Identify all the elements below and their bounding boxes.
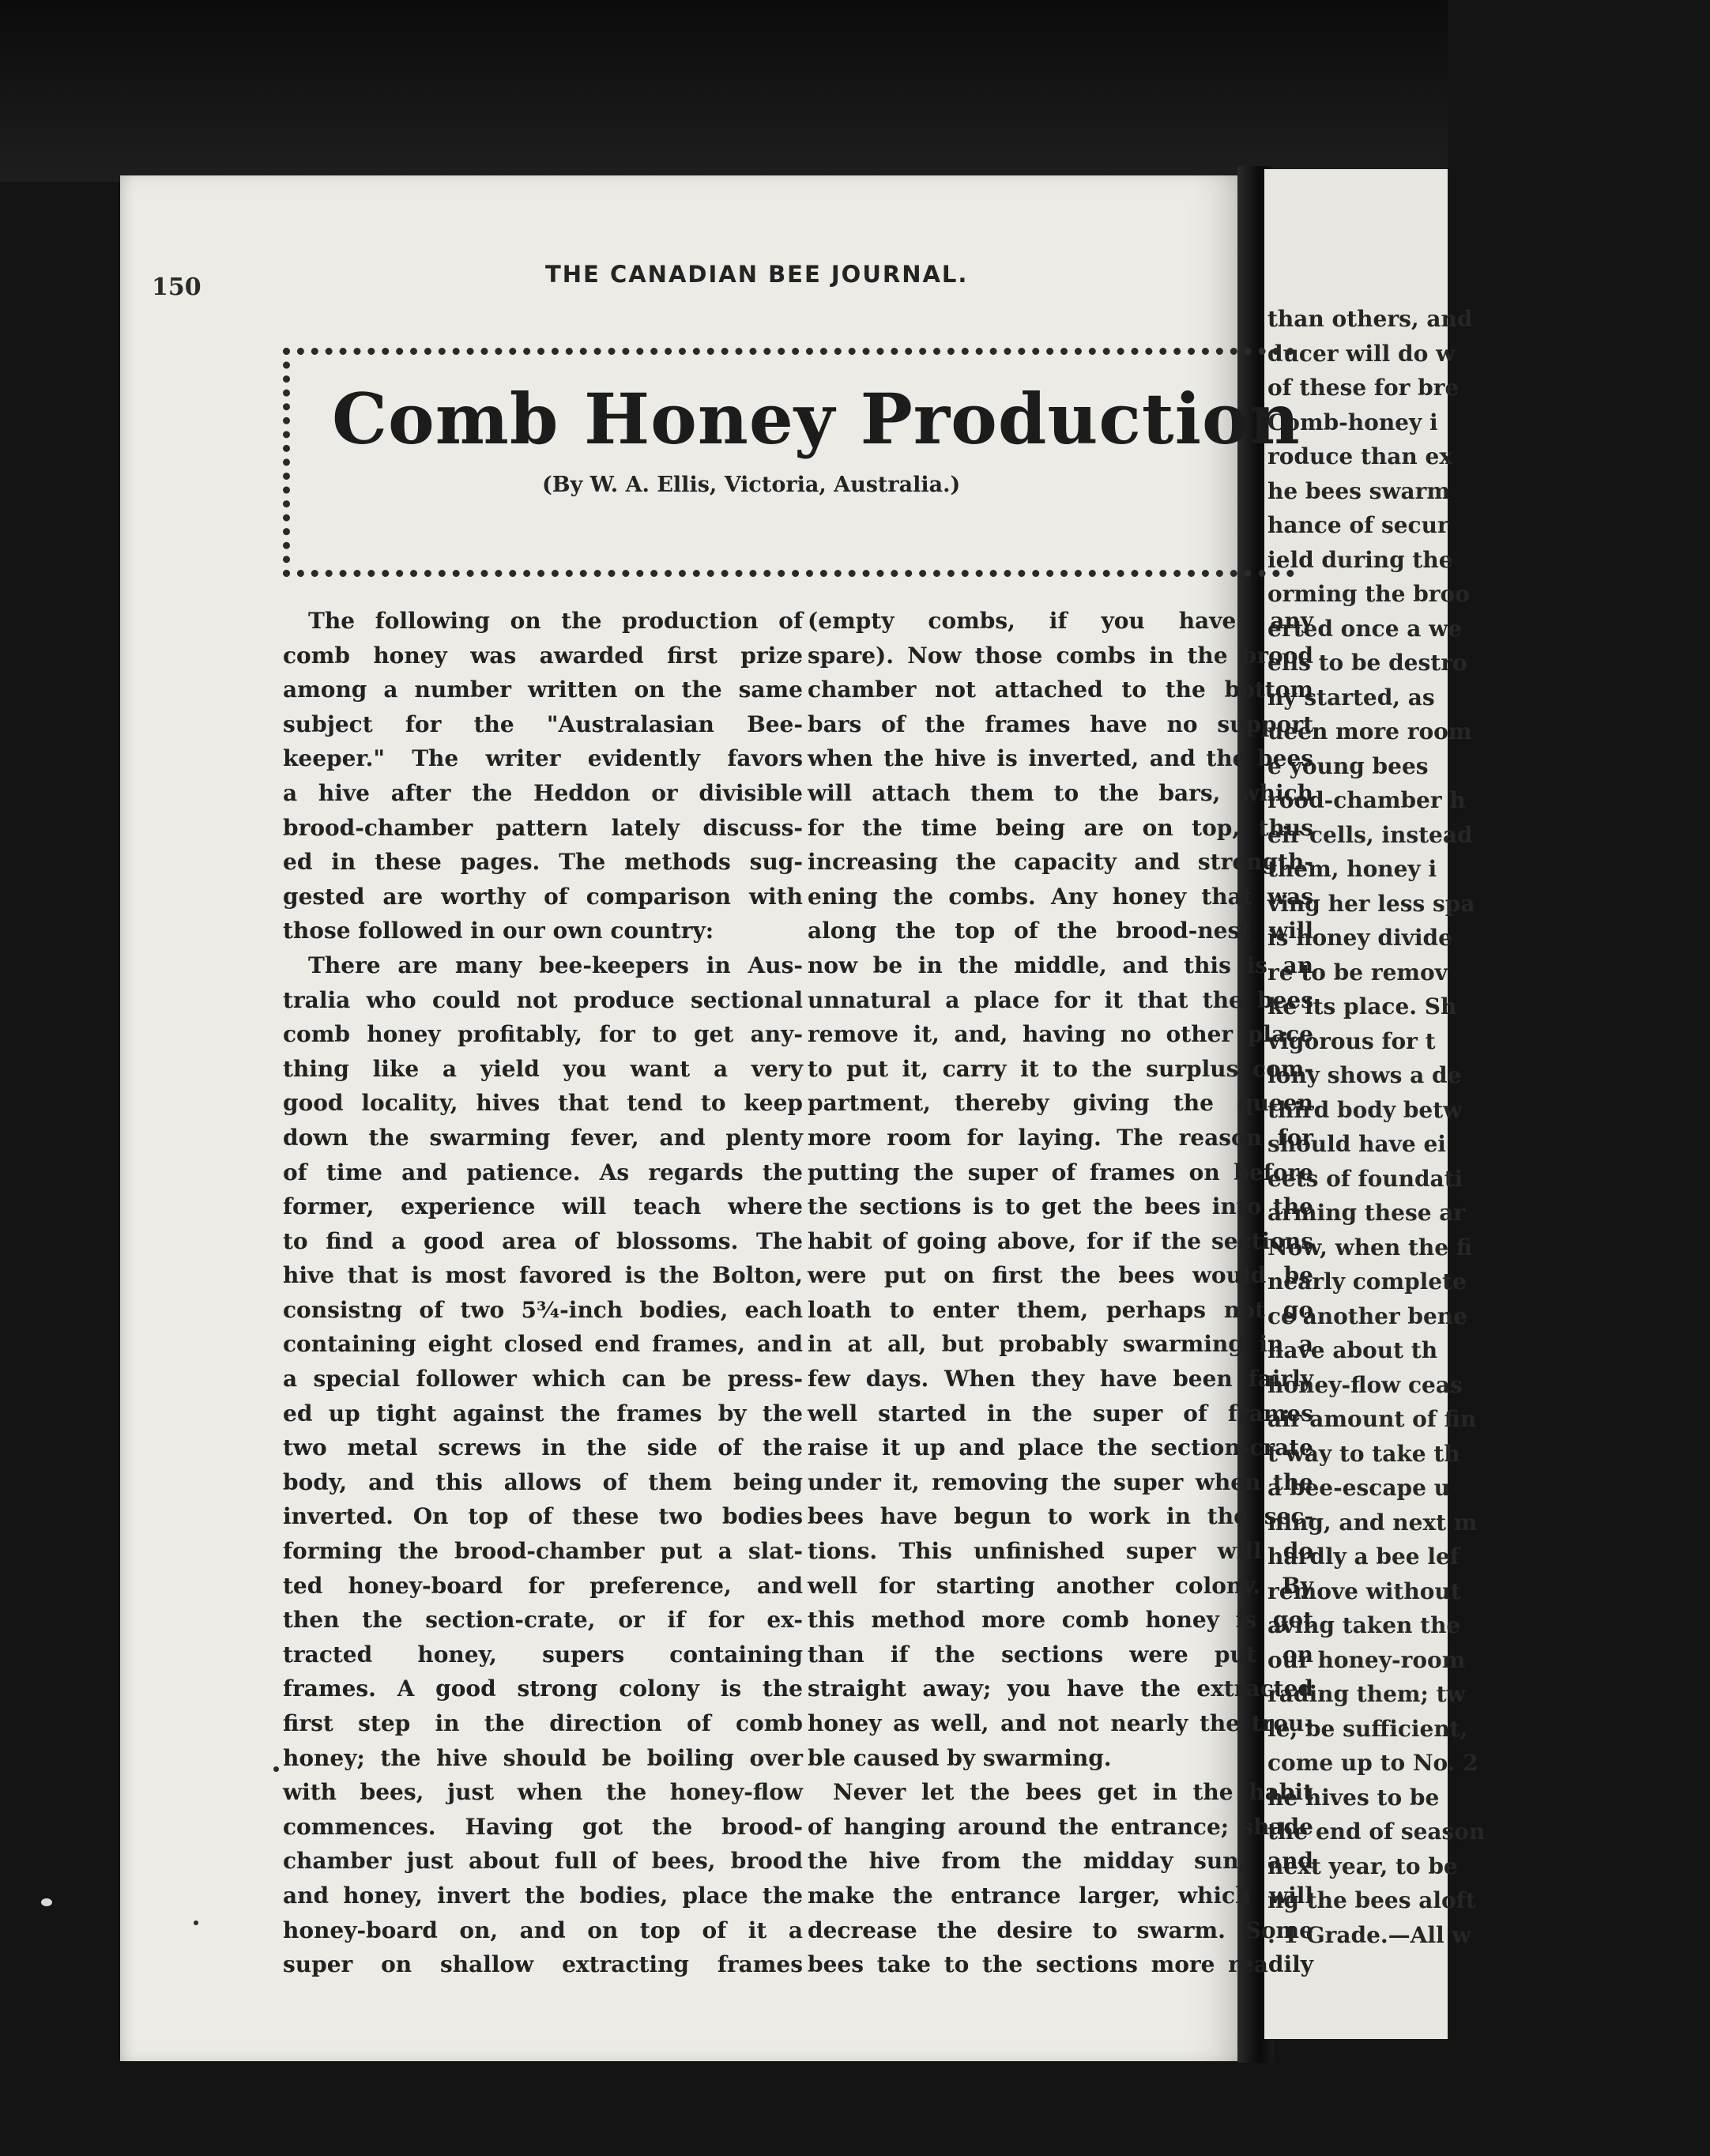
text-line: and honey, invert the bodies, place the xyxy=(283,1882,803,1909)
text-line: forming the brood-chamber put a slat- xyxy=(283,1538,803,1565)
facing-text-line: our honey-room xyxy=(1267,1646,1466,1673)
text-line: frames. A good strong colony is the xyxy=(283,1675,803,1702)
text-line: decrease the desire to swarm. Some xyxy=(808,1917,1313,1943)
right-text-column xyxy=(808,604,1313,1982)
left-text-column xyxy=(283,604,803,1982)
text-line: of time and patience. As regards the xyxy=(283,1159,803,1185)
facing-text-line: ield during the xyxy=(1267,546,1453,573)
text-line: inverted. On top of these two bodies xyxy=(283,1503,803,1530)
text-line: honey; the hive should be boiling over xyxy=(283,1744,803,1771)
text-line: hive that is most favored is the Bolton, xyxy=(283,1262,803,1289)
text-line: down the swarming fever, and plenty xyxy=(283,1124,803,1151)
text-line: keeper." The writer evidently favors xyxy=(283,745,803,772)
text-line: ening the combs. Any honey that was xyxy=(808,883,1313,910)
text-line: along the top of the brood-nest will xyxy=(808,918,1313,944)
text-line: will attach them to the bars, which xyxy=(808,779,1313,806)
facing-text-line: t way to take th xyxy=(1267,1440,1460,1467)
facing-page-text xyxy=(1264,302,1710,1952)
facing-text-line: eets of foundati xyxy=(1267,1165,1463,1192)
text-line: tracted honey, supers containing xyxy=(283,1641,803,1668)
text-line: under it, removing the super when the xyxy=(808,1468,1313,1495)
facing-text-line: Now, when the fi xyxy=(1267,1234,1473,1261)
text-line: comb honey profitably, for to get any- xyxy=(283,1021,803,1048)
facing-text-line: is honey divide xyxy=(1267,925,1452,951)
text-line: thing like a yield you want a very xyxy=(283,1055,803,1082)
text-line: a hive after the Heddon or divisible xyxy=(283,779,803,806)
text-line: well started in the super of frames xyxy=(808,1400,1313,1427)
article-title: Comb Honey Production xyxy=(332,378,1301,460)
text-line: than if the sections were put on xyxy=(808,1641,1313,1668)
text-line: two metal screws in the side of the xyxy=(283,1434,803,1461)
text-line: the hive from the midday sun, and xyxy=(808,1848,1313,1875)
facing-text-line: nearly complete xyxy=(1267,1268,1467,1295)
facing-text-line: come up to No. 2 xyxy=(1267,1750,1478,1776)
facing-text-line: eir cells, instead xyxy=(1267,821,1473,848)
facing-text-line: rood-chamber h xyxy=(1267,787,1466,813)
facing-text-line: next year, to be xyxy=(1267,1853,1458,1879)
facing-text-line: of these for bre xyxy=(1267,375,1460,401)
article-byline: (By W. A. Ellis, Victoria, Australia.) xyxy=(542,473,961,497)
facing-text-line: honey-flow ceas xyxy=(1267,1371,1463,1398)
facing-text-line: hardly a bee lef xyxy=(1267,1544,1460,1570)
text-line: The following on the production of xyxy=(308,608,803,634)
facing-text-line: he hives to be xyxy=(1267,1784,1440,1811)
text-line: consistng of two 5¾-inch bodies, each xyxy=(283,1296,803,1323)
text-line: straight away; you have the extracted xyxy=(808,1675,1313,1702)
text-line: former, experience will teach where xyxy=(283,1193,803,1220)
facing-text-line: remove without xyxy=(1267,1577,1461,1604)
facing-text-line: erted once a we xyxy=(1267,615,1463,642)
text-line: remove it, and, having no other place xyxy=(808,1021,1313,1048)
facing-text-line: e young bees xyxy=(1267,752,1429,779)
text-line: honey-board on, and on top of it a xyxy=(283,1917,803,1943)
facing-text-line: the end of season xyxy=(1267,1819,1486,1845)
text-line: Never let the bees get in the habit xyxy=(833,1779,1313,1806)
facing-text-line: orming the broo xyxy=(1267,581,1470,607)
facing-text-line: ueen more room xyxy=(1267,718,1472,744)
facing-text-line: rading them; tw xyxy=(1267,1681,1466,1707)
text-line: for the time being are on top, thus xyxy=(808,814,1313,841)
running-head: THE CANADIAN BEE JOURNAL. xyxy=(545,261,969,288)
text-line: containing eight closed end frames, and xyxy=(283,1331,803,1358)
facing-text-line: ce another bene xyxy=(1267,1302,1467,1329)
text-line: bars of the frames have no support xyxy=(808,710,1313,737)
facing-text-line: ving her less spa xyxy=(1267,890,1475,917)
text-line: of hanging around the entrance; shade xyxy=(808,1813,1313,1840)
text-line: with bees, just when the honey-flow xyxy=(283,1779,803,1806)
facing-text-line: than others, and xyxy=(1267,306,1473,332)
facing-text-line: vigorous for t xyxy=(1267,1027,1436,1054)
text-line: now be in the middle, and this is an xyxy=(808,952,1313,978)
text-line: habit of going above, for if the sections xyxy=(808,1227,1313,1254)
facing-text-line: roduce than ex xyxy=(1267,443,1453,469)
text-line: well for starting another colony. By xyxy=(808,1572,1313,1599)
facing-text-line: . 1 Grade.—All w xyxy=(1267,1921,1471,1948)
text-line: make the entrance larger, which will xyxy=(808,1882,1313,1909)
facing-text-line: lony shows a de xyxy=(1267,1062,1462,1088)
text-line: (empty combs, if you have any xyxy=(808,608,1313,634)
text-line: the sections is to get the bees into the xyxy=(808,1193,1313,1220)
text-line: in at all, but probably swarming in a xyxy=(808,1331,1313,1358)
text-line: super on shallow extracting frames xyxy=(283,1951,803,1978)
facing-text-line: air amount of fin xyxy=(1267,1406,1477,1432)
facing-text-line: third body betw xyxy=(1267,1096,1463,1123)
text-line: a special follower which can be press- xyxy=(283,1366,803,1393)
text-line: few days. When they have been fairly xyxy=(808,1366,1313,1393)
text-line: ed in these pages. The methods sug- xyxy=(283,849,803,876)
text-line: increasing the capacity and strength- xyxy=(808,849,1313,876)
text-line: comb honey was awarded first prize xyxy=(283,642,803,669)
facing-text-line: ny started, as xyxy=(1267,684,1435,710)
page-number: 150 xyxy=(152,273,202,301)
text-line: ed up tight against the frames by the xyxy=(283,1400,803,1427)
scan-speck xyxy=(194,1920,198,1925)
text-line: putting the super of frames on before xyxy=(808,1159,1313,1185)
text-line: then the section-crate, or if for ex- xyxy=(283,1607,803,1634)
facing-text-line: hance of secur xyxy=(1267,512,1449,538)
text-line: to put it, carry it to the surplus com- xyxy=(808,1055,1313,1082)
text-line: more room for laying. The reason for xyxy=(808,1124,1313,1151)
text-line: tions. This unfinished super will do xyxy=(808,1538,1313,1565)
text-line: brood-chamber pattern lately discuss- xyxy=(283,814,803,841)
text-line: first step in the direction of comb xyxy=(283,1710,803,1736)
facing-text-line: ducer will do w xyxy=(1267,340,1456,367)
scan-speck xyxy=(273,1766,279,1772)
facing-text-line: a bee-escape u xyxy=(1267,1475,1450,1501)
facing-text-line: ells to be destro xyxy=(1267,650,1467,676)
scan-speck xyxy=(41,1898,52,1906)
facing-text-line: arming these ar xyxy=(1267,1200,1466,1226)
facing-text-line: he bees swarm xyxy=(1267,477,1451,504)
text-line: to find a good area of blossoms. The xyxy=(283,1227,803,1254)
facing-text-line: re to be remov xyxy=(1267,959,1448,986)
text-line: partment, thereby giving the queen xyxy=(808,1090,1313,1117)
text-line: honey as well, and not nearly the trou- xyxy=(808,1710,1313,1736)
text-line: chamber just about full of bees, brood xyxy=(283,1848,803,1875)
text-line: unnatural a place for it that the bees xyxy=(808,986,1313,1013)
text-line: bees have begun to work in the sec- xyxy=(808,1503,1313,1530)
text-line: commences. Having got the brood- xyxy=(283,1813,803,1840)
scan-background xyxy=(0,0,1448,182)
text-line: raise it up and place the section-crate xyxy=(808,1434,1313,1461)
text-line: spare). Now those combs in the brood xyxy=(808,642,1313,669)
text-line: this method more comb honey is got xyxy=(808,1607,1313,1634)
facing-text-line: aving taken the xyxy=(1267,1612,1461,1638)
facing-text-line: have about th xyxy=(1267,1337,1438,1363)
text-line: when the hive is inverted, and the bees xyxy=(808,745,1313,772)
facing-text-line: ng the bees aloft xyxy=(1267,1887,1476,1913)
facing-text-line: ke its place. Sh xyxy=(1267,993,1457,1020)
text-line: chamber not attached to the bottom xyxy=(808,677,1313,703)
text-line: ble caused by swarming. xyxy=(808,1744,1112,1771)
text-line: ted honey-board for preference, and xyxy=(283,1572,803,1599)
text-line: bees take to the sections more readily xyxy=(808,1951,1313,1978)
facing-text-line: should have ei xyxy=(1267,1131,1446,1157)
text-line: tralia who could not produce sectional xyxy=(283,986,803,1013)
text-line: those followed in our own country: xyxy=(283,918,714,944)
text-line: subject for the "Australasian Bee- xyxy=(283,710,803,737)
text-line: body, and this allows of them being xyxy=(283,1468,803,1495)
facing-text-line: le, be sufficient, xyxy=(1267,1715,1468,1742)
text-line: gested are worthy of comparison with xyxy=(283,883,803,910)
text-line: good locality, hives that tend to keep xyxy=(283,1090,803,1117)
facing-text-line: ning, and next m xyxy=(1267,1509,1478,1536)
text-line: There are many bee-keepers in Aus- xyxy=(308,952,803,978)
text-line: were put on first the bees would be xyxy=(808,1262,1313,1289)
text-line: loath to enter them, perhaps not go xyxy=(808,1296,1313,1323)
text-line: among a number written on the same xyxy=(283,677,803,703)
facing-text-line: them, honey i xyxy=(1267,856,1437,882)
facing-text-line: Comb-honey i xyxy=(1267,409,1438,435)
